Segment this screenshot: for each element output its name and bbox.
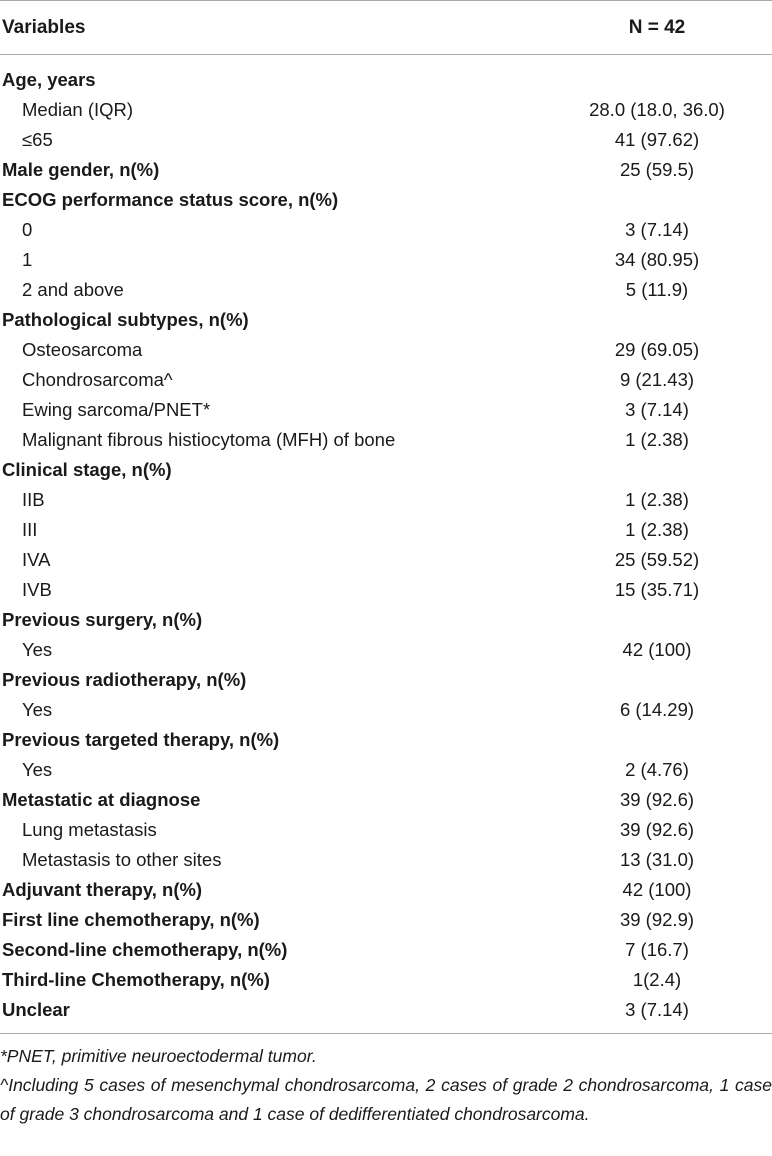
row-label: Second-line chemotherapy, n(%) [2, 939, 288, 960]
row-label: Third-line Chemotherapy, n(%) [2, 969, 270, 990]
table-row-group [0, 725, 772, 755]
table-row [0, 215, 772, 245]
row-label: III [22, 519, 38, 540]
table-row [0, 125, 772, 155]
row-label: Previous radiotherapy, n(%) [2, 669, 247, 690]
row-label: 2 and above [22, 279, 124, 300]
table-row [0, 755, 772, 785]
row-label: Yes [22, 759, 53, 780]
table-row-group [0, 935, 772, 965]
table-row [0, 695, 772, 725]
table-row [0, 95, 772, 125]
row-value: 6 (14.29) [619, 699, 695, 720]
row-value: 7 (16.7) [625, 939, 689, 960]
table-row [0, 515, 772, 545]
row-label: Male gender, n(%) [2, 159, 160, 180]
table-row [0, 845, 772, 875]
row-value: 25 (59.5) [619, 159, 695, 180]
row-label: Metastatic at diagnose [2, 789, 201, 810]
row-label: 0 [22, 219, 33, 240]
row-label: First line chemotherapy, n(%) [2, 909, 260, 930]
row-value: 5 (11.9) [625, 279, 689, 300]
table-row [0, 485, 772, 515]
row-label: Pathological subtypes, n(%) [2, 309, 249, 330]
row-label: Metastasis to other sites [22, 849, 222, 870]
header-variables: Variables [2, 16, 86, 38]
row-value: 25 (59.52) [614, 549, 700, 570]
footnotes [0, 1034, 772, 1129]
table-row [0, 425, 772, 455]
row-value: 39 (92.6) [619, 789, 695, 810]
row-value: 3 (7.14) [625, 399, 689, 420]
row-label: IIB [22, 489, 45, 510]
row-value: 15 (35.71) [614, 579, 700, 600]
row-label: Yes [22, 699, 53, 720]
table-row-group [0, 965, 772, 995]
table-row-group [0, 905, 772, 935]
table-row [0, 635, 772, 665]
table-row-group [0, 455, 772, 485]
row-label: Median (IQR) [22, 99, 134, 120]
table-row [0, 365, 772, 395]
row-value: 39 (92.6) [619, 819, 695, 840]
table-row-group [0, 665, 772, 695]
row-value: 3 (7.14) [625, 999, 689, 1020]
row-value: 3 (7.14) [625, 219, 689, 240]
table-row [0, 545, 772, 575]
table-row-group [0, 995, 772, 1025]
row-value: 1 (2.38) [625, 489, 689, 510]
row-label: Lung metastasis [22, 819, 157, 840]
row-value: 9 (21.43) [619, 369, 695, 390]
table-body [0, 55, 772, 1033]
table-row [0, 815, 772, 845]
table-row-group [0, 785, 772, 815]
table-row-group [0, 605, 772, 635]
row-label: ≤65 [22, 129, 53, 150]
table-row [0, 575, 772, 605]
row-label: Yes [22, 639, 53, 660]
row-value: 42 (100) [622, 879, 692, 900]
row-label: Ewing sarcoma/PNET* [22, 399, 211, 420]
row-value: 34 (80.95) [614, 249, 700, 270]
row-value: 41 (97.62) [614, 129, 700, 150]
row-label: IVB [22, 579, 52, 600]
row-value: 28.0 (18.0, 36.0) [589, 99, 725, 120]
footnote: *PNET, primitive neuroectodermal tumor. [0, 1046, 317, 1066]
footnote: ^Including 5 cases of mesenchymal chondrosarcoma, 2 cases of grade 2 chondrosarcoma, 1 case of grade 3 chondrosarcoma and 1 case of dedifferentiated chondrosarcoma. [0, 1075, 772, 1124]
row-value: 42 (100) [622, 639, 692, 660]
row-label: Age, years [2, 69, 96, 90]
table-row [0, 335, 772, 365]
table-row [0, 245, 772, 275]
row-label: Osteosarcoma [22, 339, 143, 360]
row-label: 1 [22, 249, 33, 270]
table-header [0, 1, 772, 54]
table-row-group [0, 305, 772, 335]
row-value: 39 (92.9) [619, 909, 695, 930]
row-value: 1 (2.38) [625, 429, 689, 450]
table-row-group [0, 185, 772, 215]
table-row [0, 275, 772, 305]
row-label: Chondrosarcoma^ [22, 369, 173, 390]
table-row-group [0, 875, 772, 905]
row-value: 1 (2.38) [625, 519, 689, 540]
table-row-group [0, 65, 772, 95]
row-label: ECOG performance status score, n(%) [2, 189, 339, 210]
row-label: IVA [22, 549, 51, 570]
row-value: 2 (4.76) [625, 759, 689, 780]
row-label: Clinical stage, n(%) [2, 459, 172, 480]
row-label: Malignant fibrous histiocytoma (MFH) of bone [22, 429, 396, 450]
table-row [0, 395, 772, 425]
header-n: N = 42 [628, 16, 686, 38]
row-label: Adjuvant therapy, n(%) [2, 879, 203, 900]
table-row-group [0, 155, 772, 185]
row-value: 1(2.4) [632, 969, 682, 990]
row-label: Previous surgery, n(%) [2, 609, 203, 630]
row-value: 29 (69.05) [614, 339, 700, 360]
row-label: Unclear [2, 999, 70, 1020]
row-value: 13 (31.0) [619, 849, 695, 870]
row-label: Previous targeted therapy, n(%) [2, 729, 280, 750]
